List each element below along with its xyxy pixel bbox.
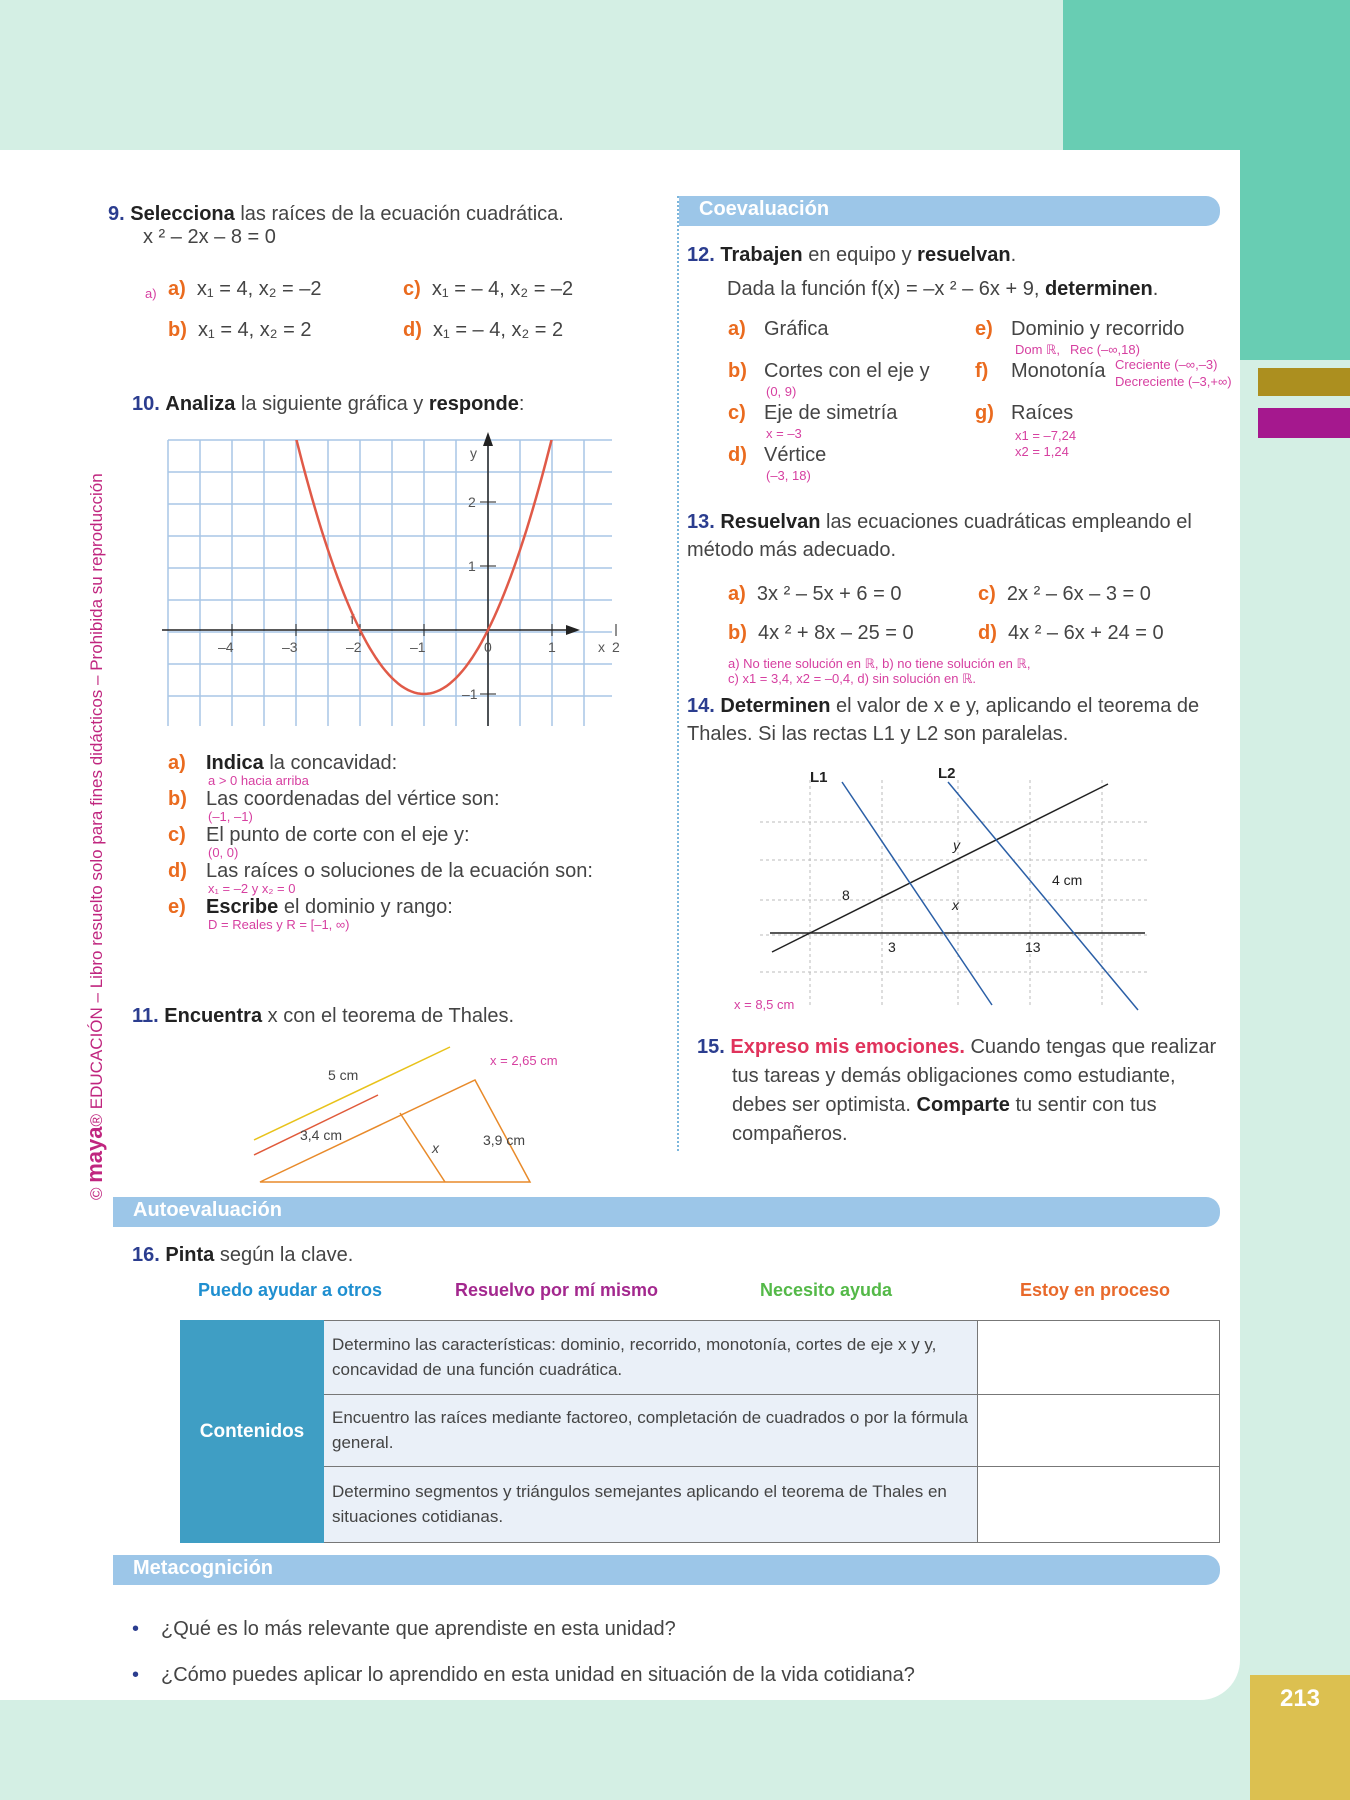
q-text: las raíces de la ecuación cuadrática.: [234, 203, 564, 225]
list-item: • ¿Qué es lo más relevante que aprendiste en esta unidad?: [132, 1618, 676, 1640]
x-tick-label: –1: [410, 639, 426, 655]
q-verb: Trabajen: [720, 244, 803, 266]
equation-item: a) 3x ² – 5x + 6 = 0: [728, 583, 902, 605]
section-header-autoevaluacion: Autoevaluación: [113, 1197, 1220, 1227]
row-header: Contenidos: [181, 1321, 324, 1543]
q-verb: determinen: [1044, 278, 1153, 300]
x-tick-label: –4: [218, 639, 234, 655]
q-text: tu sentir con tus compañeros.: [732, 1094, 1157, 1145]
label: 3,4 cm: [300, 1127, 343, 1143]
brand: maya: [82, 1126, 107, 1183]
q-text: según la clave.: [214, 1244, 354, 1266]
option[interactable]: a) x₁ = 4, x₂ = –2: [168, 278, 322, 300]
answer: x = 8,5 cm: [734, 997, 795, 1012]
option[interactable]: c) x₁ = – 4, x₂ = –2: [403, 278, 574, 300]
q-text: las ecuaciones cuadráticas empleando el método más adecuado.: [687, 511, 1192, 561]
q13-answer: a) No tiene solución en ℝ, b) no tiene solución en ℝ, c) x1 = 3,4, x2 = –0,4, d) sin solución en ℝ.: [728, 656, 1031, 686]
line: [254, 1095, 378, 1155]
equation-item: c) 2x ² – 6x – 3 = 0: [978, 583, 1151, 605]
q9-options: [168, 278, 608, 342]
q12-item: e) Dominio y recorrido Dom ℝ, Rec (–∞,18): [975, 318, 1185, 357]
q12-items-right: [975, 318, 1232, 459]
table-cell: Determino las características: dominio, recorrido, monotonía, cortes de eje x y y, concavidad de una función cuadrática.: [324, 1321, 978, 1395]
q-verb: resuelvan: [917, 244, 1011, 266]
answer: a): [145, 286, 157, 301]
legend-help-others: Puedo ayudar a otros: [198, 1280, 383, 1300]
q-text: Cuando tengas que realizar tus tareas y demás obligaciones como estudiante, debes ser optimista.: [732, 1036, 1217, 1116]
q12-items-left: [728, 318, 968, 486]
y-tick-label: 1: [468, 558, 476, 574]
page-number: 213: [1250, 1675, 1350, 1800]
q-number: 15.: [697, 1036, 725, 1058]
label: L2: [938, 765, 956, 782]
paint-cell[interactable]: [978, 1321, 1220, 1395]
q-verb: Encuentra: [164, 1005, 263, 1027]
q-number: 16.: [132, 1244, 160, 1266]
label: L1: [810, 769, 828, 786]
section-header-metacognicion: Metacognición: [113, 1555, 1220, 1585]
question-12: 12. Trabajen en equipo y resuelvan. Dada la función f(x) = –x ² – 6x + 9, determinen.: [687, 244, 1159, 300]
section-tab: [1258, 368, 1350, 396]
x-axis-label: x: [598, 639, 605, 655]
q-text: .: [1010, 244, 1017, 266]
q-number: 14.: [687, 695, 715, 717]
q12-item: a) Gráfica: [728, 318, 829, 340]
list-item: • ¿Cómo puedes aplicar lo aprendido en esta unidad en situación de la vida cotidiana?: [132, 1664, 915, 1686]
q10-item: e) Escribe el dominio y rango: D = Reales y R = [–1, ∞): [168, 896, 638, 932]
q-verb: Determinen: [720, 695, 831, 717]
copyright-sidebar: © maya® EDUCACIÓN – Libro resuelto solo para fines didácticos – Prohibida su reproducción: [82, 473, 107, 1200]
answer: Creciente (–∞,–3) Decreciente (–3,+∞): [1115, 357, 1232, 389]
option[interactable]: b) x₁ = 4, x₂ = 2: [168, 319, 312, 341]
q12-item: g) Raíces x1 = –7,24 x2 = 1,24: [975, 402, 1077, 459]
question-15: [697, 1033, 1217, 1149]
y-tick-label: –1: [462, 686, 478, 702]
answer: D = Reales y R = [–1, ∞): [208, 917, 350, 932]
paint-cell[interactable]: [978, 1395, 1220, 1467]
table-row: [181, 1467, 1220, 1543]
section-header-coevaluacion: Coevaluación: [679, 196, 1220, 226]
decor-band: [1063, 0, 1350, 150]
q10-item: a) Indica la concavidad: a > 0 hacia arriba: [168, 752, 638, 788]
q-verb: Comparte: [916, 1094, 1010, 1116]
q-number: 11.: [132, 1005, 159, 1027]
answer: Dom ℝ, Rec (–∞,18): [1015, 342, 1140, 357]
line: [254, 1047, 450, 1140]
q-verb: Selecciona: [130, 203, 235, 225]
question-16: [132, 1244, 353, 1267]
q10-item: d) Las raíces o soluciones de la ecuación son: x₁ = –2 y x₂ = 0: [168, 860, 638, 896]
label: 5 cm: [328, 1067, 359, 1083]
q-title: Expreso mis emociones.: [730, 1036, 965, 1058]
x-tick-label: –3: [282, 639, 298, 655]
q-number: 10.: [132, 393, 160, 415]
thales-figure-11: [240, 1035, 580, 1195]
copyright-text: EDUCACIÓN – Libro resuelto solo para fines didácticos – Prohibida su reproducción: [87, 473, 106, 1110]
q10-items: [168, 752, 638, 932]
label: 4 cm: [1052, 872, 1083, 888]
label: 13: [1025, 939, 1041, 955]
label: 3: [888, 939, 896, 955]
q-verb: Resuelvan: [720, 511, 821, 533]
equation-item: b) 4x ² + 8x – 25 = 0: [728, 622, 914, 644]
decor-band: [1240, 150, 1350, 360]
q-text: Dada la función f(x) = –x ² – 6x + 9,: [727, 278, 1045, 300]
column-divider: [677, 196, 679, 1151]
label: x: [952, 897, 959, 913]
question-10: [132, 393, 524, 416]
label: y: [953, 837, 960, 853]
x-axis-arrow: [566, 625, 580, 635]
q10-item: b) Las coordenadas del vértice son: (–1, –1): [168, 788, 638, 824]
legend-self: Resuelvo por mí mismo: [455, 1280, 659, 1300]
x-tick-label: –2: [346, 639, 362, 655]
option[interactable]: d) x₁ = – 4, x₂ = 2: [403, 319, 564, 341]
answer: (–3, 18): [766, 468, 811, 483]
label: 3,9 cm: [483, 1132, 526, 1148]
legend-in-progress: Estoy en proceso: [1020, 1280, 1171, 1300]
x-tick-label: 0: [484, 639, 492, 655]
table-row: [181, 1321, 1220, 1395]
table-row: [181, 1395, 1220, 1467]
equation-item: d) 4x ² – 6x + 24 = 0: [978, 622, 1164, 644]
metacognition-list: [132, 1606, 915, 1698]
question-11: [132, 1005, 514, 1028]
answer: x₁ = –2 y x₂ = 0: [208, 881, 296, 896]
q12-item: b) Cortes con el eje y (0, 9): [728, 360, 930, 399]
q-verb: Pinta: [165, 1244, 215, 1266]
x-tick-label: 2: [612, 639, 620, 655]
answer: a > 0 hacia arriba: [208, 773, 309, 788]
answer: x = –3: [766, 426, 802, 441]
parabola-graph: [160, 430, 630, 740]
q-text: x con el teorema de Thales.: [262, 1005, 515, 1027]
table-cell: Encuentro las raíces mediante factoreo, completación de cuadrados o por la fórmula general.: [324, 1395, 978, 1467]
section-tab: [1258, 408, 1350, 438]
q12-item: c) Eje de simetría x = –3: [728, 402, 898, 441]
thales-figure-14: [730, 760, 1160, 1020]
y-axis-label: y: [470, 445, 477, 461]
q12-item: f) Monotonía Creciente (–∞,–3) Decreciente (–3,+∞): [975, 357, 1232, 389]
y-axis-arrow: [483, 432, 493, 446]
answer: (0, 9): [766, 384, 797, 399]
table-cell: Determino segmentos y triángulos semejantes aplicando el teorema de Thales en situaciones cotidianas.: [324, 1467, 978, 1543]
question-14: [687, 692, 1217, 748]
paint-cell[interactable]: [978, 1467, 1220, 1543]
x-tick-label: 1: [548, 639, 556, 655]
question-9: [108, 203, 658, 249]
curve-label: f: [350, 611, 355, 627]
self-evaluation-table: [180, 1320, 1220, 1543]
equation: x ² – 2x – 8 = 0: [143, 226, 276, 248]
q-number: 13.: [687, 511, 715, 533]
answer: x = 2,65 cm: [490, 1053, 558, 1068]
q-verb: Analiza: [165, 393, 236, 415]
answer: (–1, –1): [208, 809, 253, 824]
q-number: 12.: [687, 244, 715, 266]
answer: (0, 0): [208, 845, 239, 860]
q-verb: responde: [428, 393, 519, 415]
q-text: :: [518, 393, 525, 415]
q10-item: c) El punto de corte con el eje y: (0, 0): [168, 824, 638, 860]
question-13: [687, 508, 1217, 564]
answer: x1 = –7,24 x2 = 1,24: [1015, 428, 1077, 459]
label: x: [432, 1140, 439, 1156]
y-tick-label: 2: [468, 494, 476, 510]
legend-need-help: Necesito ayuda: [760, 1280, 893, 1300]
q-text: la siguiente gráfica y: [235, 393, 429, 415]
q-text: en equipo y: [802, 244, 918, 266]
q-text: el valor de x e y, aplicando el teorema de Thales. Si las rectas L1 y L2 son paralelas.: [687, 695, 1200, 745]
q-number: 9.: [108, 203, 125, 225]
label: 8: [842, 887, 850, 903]
q12-item: d) Vértice (–3, 18): [728, 444, 827, 483]
q13-items: [728, 583, 1208, 645]
